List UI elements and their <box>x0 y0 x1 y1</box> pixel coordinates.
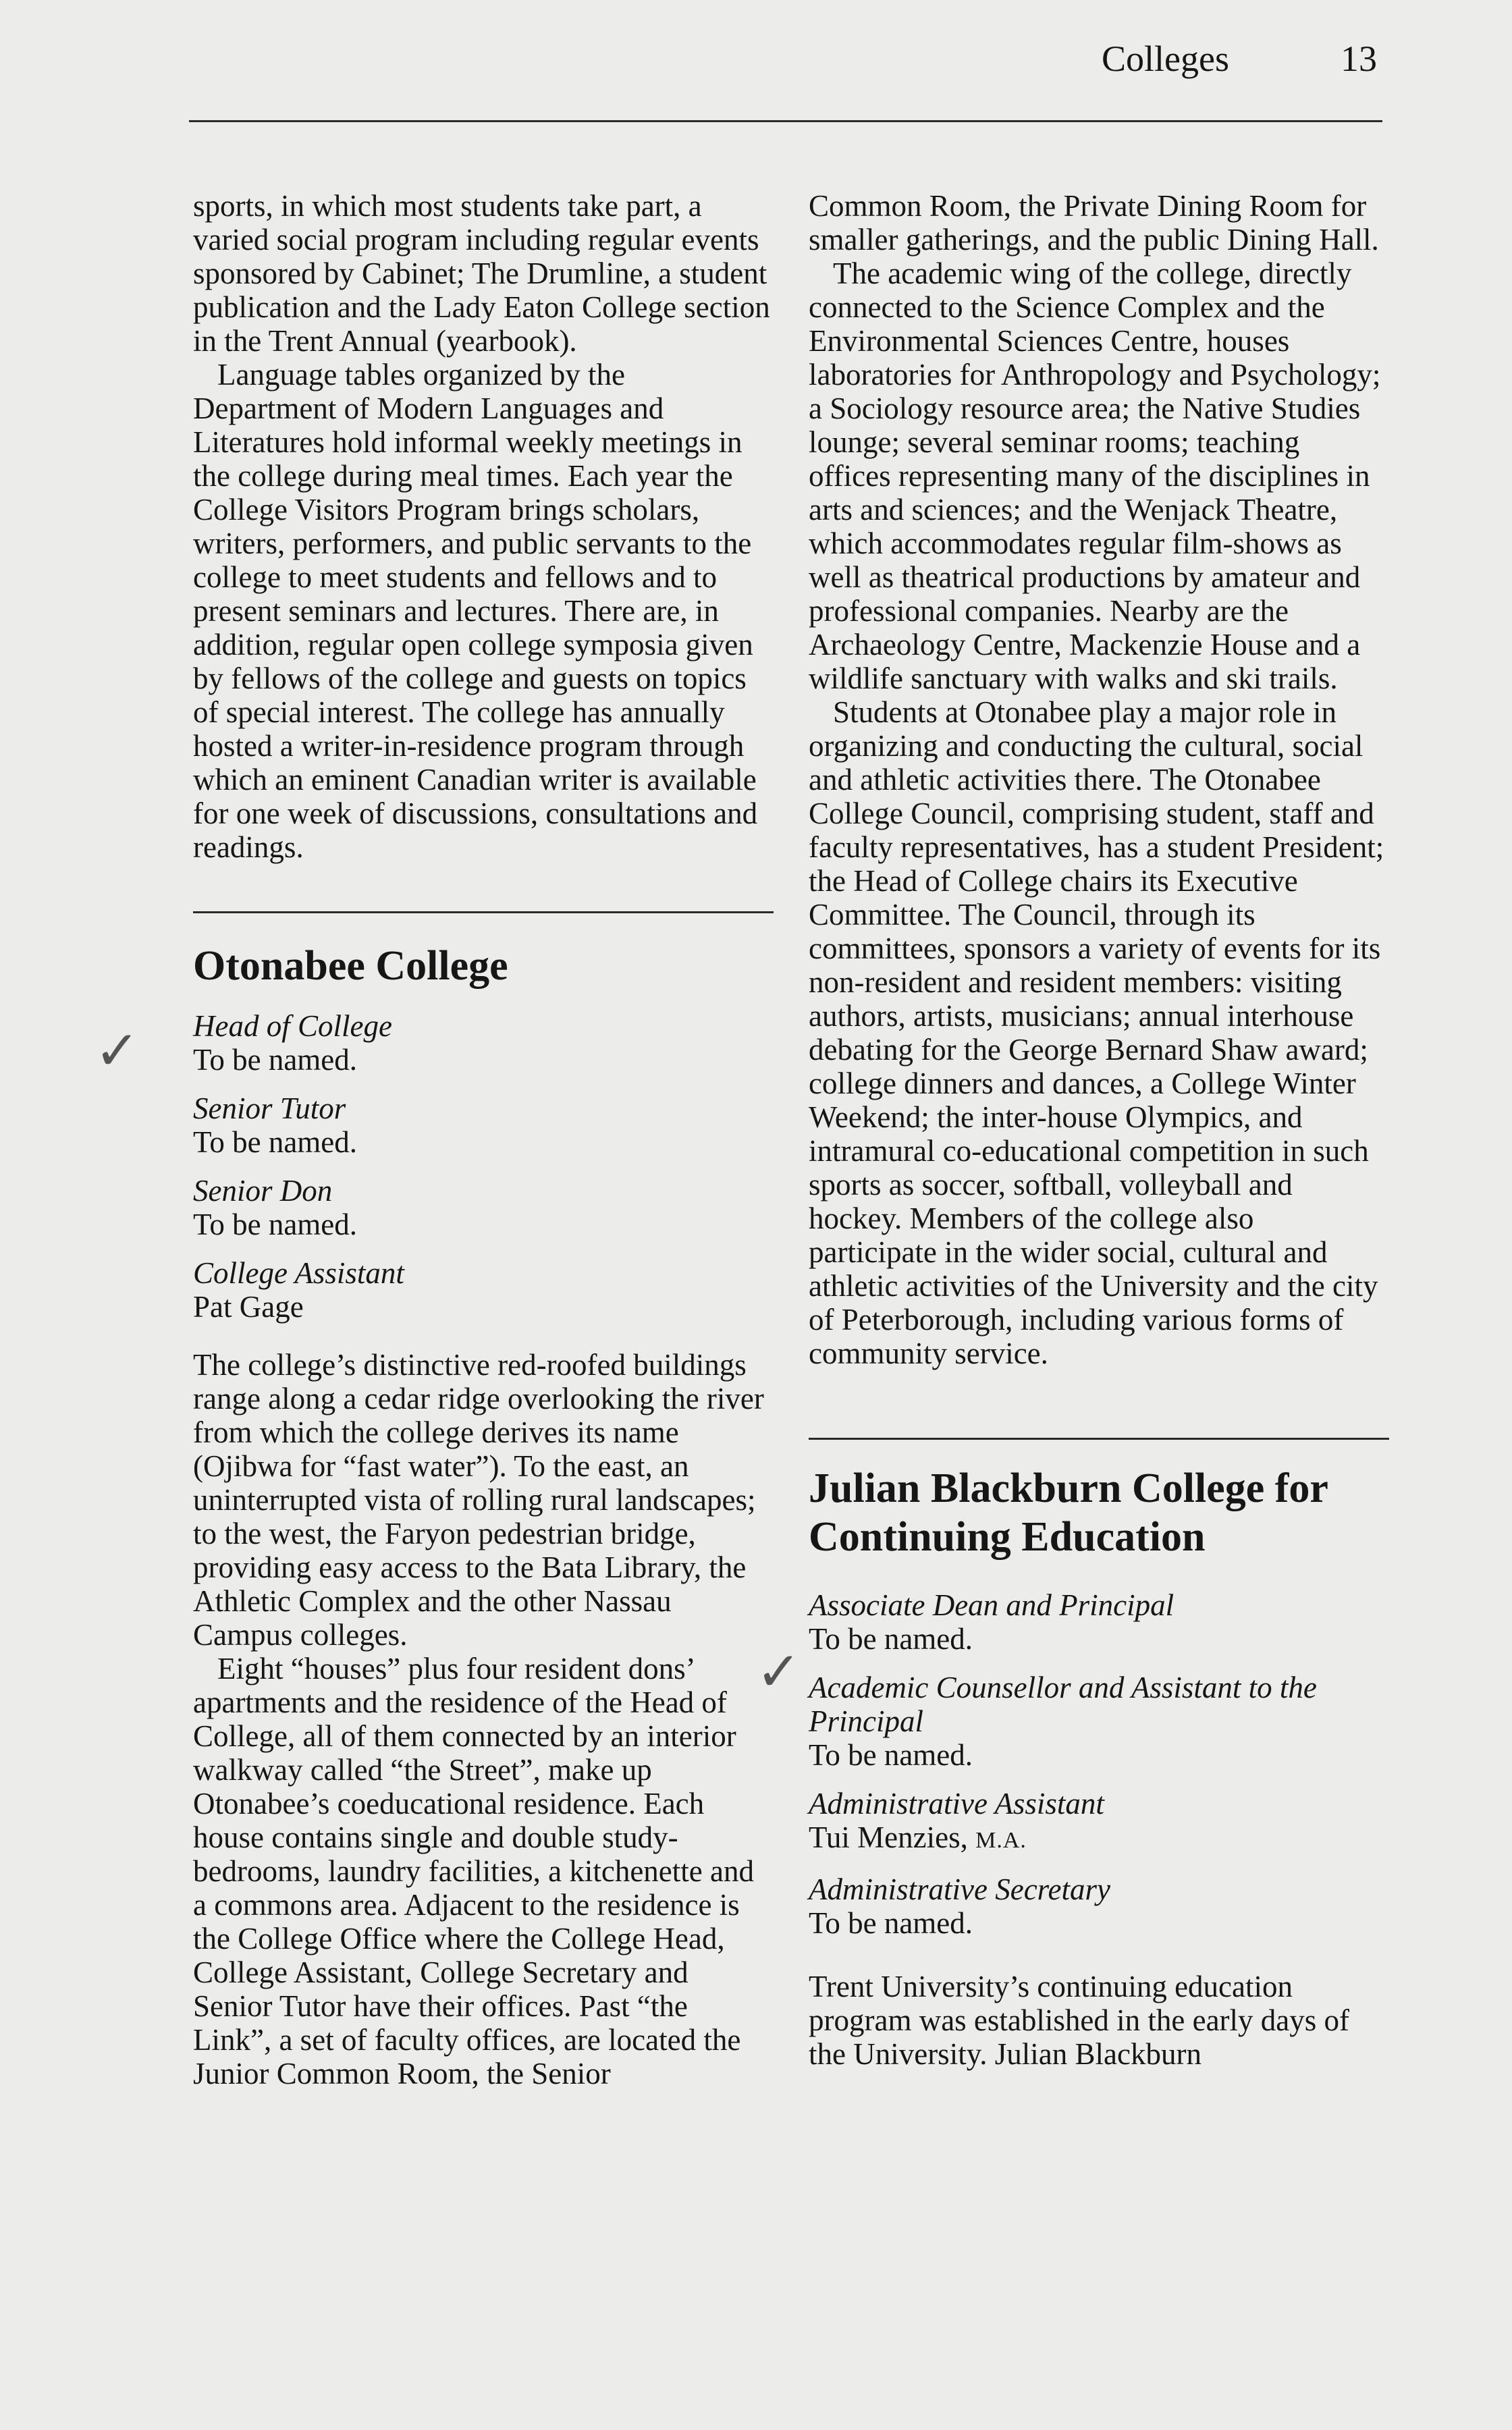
paragraph: The college’s distinctive red-roofed buildings range along a cedar ridge overlooking the river from which the college derives its name (Ojibwa for “fast water”). To the east, an uninterrupted vista of rolling rural landscapes; to the west, the Faryon pedestrian bridge, providing easy access to the Bata Library, the Athletic Complex and the other Nassau Campus colleges. <box>193 1348 764 1652</box>
staff-role: Administrative Secretary <box>809 1872 1110 1906</box>
paragraph: Common Room, the Private Dining Room for smaller gatherings, and the public Dining Hall. <box>809 189 1379 256</box>
section-rule <box>193 911 774 913</box>
paragraph: Eight “houses” plus four resident dons’ apartments and the residence of the Head of College, all of them connected by an interior walkway called “the Street”, make up Otonabee’s coeducational residence. Each house contains single and double study-bedrooms, laundry facilities, a kitchenette and a commons area. Adjacent to the residence is the College Office where the College Head, College Assistant, College Secretary and Senior Tutor have their offices. Past “the Link”, a set of faculty offices, are located the Junior Common Room, the Senior <box>193 1652 754 2090</box>
staff-entry <box>809 1588 1389 1656</box>
staff-entry <box>193 1256 774 1324</box>
header-rule <box>189 120 1382 122</box>
staff-role: Senior Don <box>193 1174 333 1208</box>
staff-role: Associate Dean and Principal <box>809 1588 1174 1622</box>
section-title-otonabee: Otonabee College <box>193 943 508 989</box>
checkmark-icon: ✓ <box>94 1019 140 1082</box>
staff-name: To be named. <box>193 1125 358 1159</box>
left-column <box>193 189 774 2090</box>
paragraph: Students at Otonabee play a major role in organizing and conducting the cultural, social and athletic activities there. The Otonabee College Council, comprising student, staff and faculty representatives, has a student President; the Head of College chairs its Executive Committee. The Council, through its committees, sponsors a variety of events for its non-resident and resident members: visiting authors, artists, musicians; annual interhouse debating for the George Bernard Shaw award; college dinners and dances, a College Winter Weekend; the inter-house Olympics, and intramural co-educational competition in such sports as soccer, softball, volleyball and hockey. Members of the college also participate in the wider social, cultural and athletic activities of the University and the city of Peterborough, including various forms of community service. <box>809 695 1384 1370</box>
staff-entry <box>809 1787 1389 1858</box>
staff-entry <box>809 1872 1389 1940</box>
staff-role: Administrative Assistant <box>809 1787 1104 1820</box>
staff-role: Head of College <box>193 1009 392 1043</box>
paragraph: Trent University’s continuing education program was established in the early days of the University. Julian Blackburn <box>809 1970 1350 2071</box>
staff-entry <box>809 1671 1389 1772</box>
staff-role: Academic Counsellor and Assistant to the Principal <box>809 1671 1317 1738</box>
section-title-blackburn: Julian Blackburn College for Continuing Education <box>809 1465 1328 1560</box>
running-header <box>1080 38 1377 92</box>
staff-name: To be named. <box>193 1043 358 1077</box>
paragraph: The academic wing of the college, directly connected to the Science Complex and the Environmental Sciences Centre, houses laboratories for Anthropology and Psychology; a Sociology resource area; the Native Studies lounge; several seminar rooms; teaching offices representing many of the disciplines in arts and sciences; and the Wenjack Theatre, which accommodates regular film-shows as well as theatrical productions by amateur and professional companies. Nearby are the Archaeology Centre, Mackenzie House and a wildlife sanctuary with walks and ski trails. <box>809 256 1381 695</box>
staff-name: To be named. <box>809 1738 973 1772</box>
staff-role: College Assistant <box>193 1256 404 1290</box>
section-rule <box>809 1438 1389 1440</box>
header-section-title: Colleges <box>1102 38 1229 79</box>
staff-name: Pat Gage <box>193 1290 304 1324</box>
checkmark-icon: ✓ <box>756 1640 802 1703</box>
degree-suffix: M.A. <box>975 1828 1027 1853</box>
staff-entry <box>193 1009 774 1077</box>
staff-entry <box>193 1091 774 1159</box>
staff-role: Senior Tutor <box>193 1091 346 1125</box>
staff-entry <box>193 1174 774 1241</box>
page-number: 13 <box>1341 38 1377 79</box>
staff-name: To be named. <box>809 1906 973 1940</box>
paragraph: Language tables organized by the Department of Modern Languages and Literatures hold informal weekly meetings in the college during meal times. Each year the College Visitors Program brings scholars, writers, performers, and public servants to the college to meet students and fellows and to present seminars and lectures. There are, in addition, regular open college symposia given by fellows of the college and guests on topics of special interest. The college has annually hosted a writer-in-residence program through which an eminent Canadian writer is available for one week of discussions, consultations and readings. <box>193 358 758 864</box>
paragraph: sports, in which most students take part, a varied social program including regular events sponsored by Cabinet; The Drumline, a student publication and the Lady Eaton College section in the Trent Annual (yearbook). <box>193 189 770 358</box>
staff-name-text: Tui Menzies, <box>809 1820 968 1854</box>
right-column <box>809 189 1389 2071</box>
staff-name: To be named. <box>809 1622 973 1656</box>
staff-name <box>809 1820 1389 1858</box>
staff-name: To be named. <box>193 1208 358 1241</box>
